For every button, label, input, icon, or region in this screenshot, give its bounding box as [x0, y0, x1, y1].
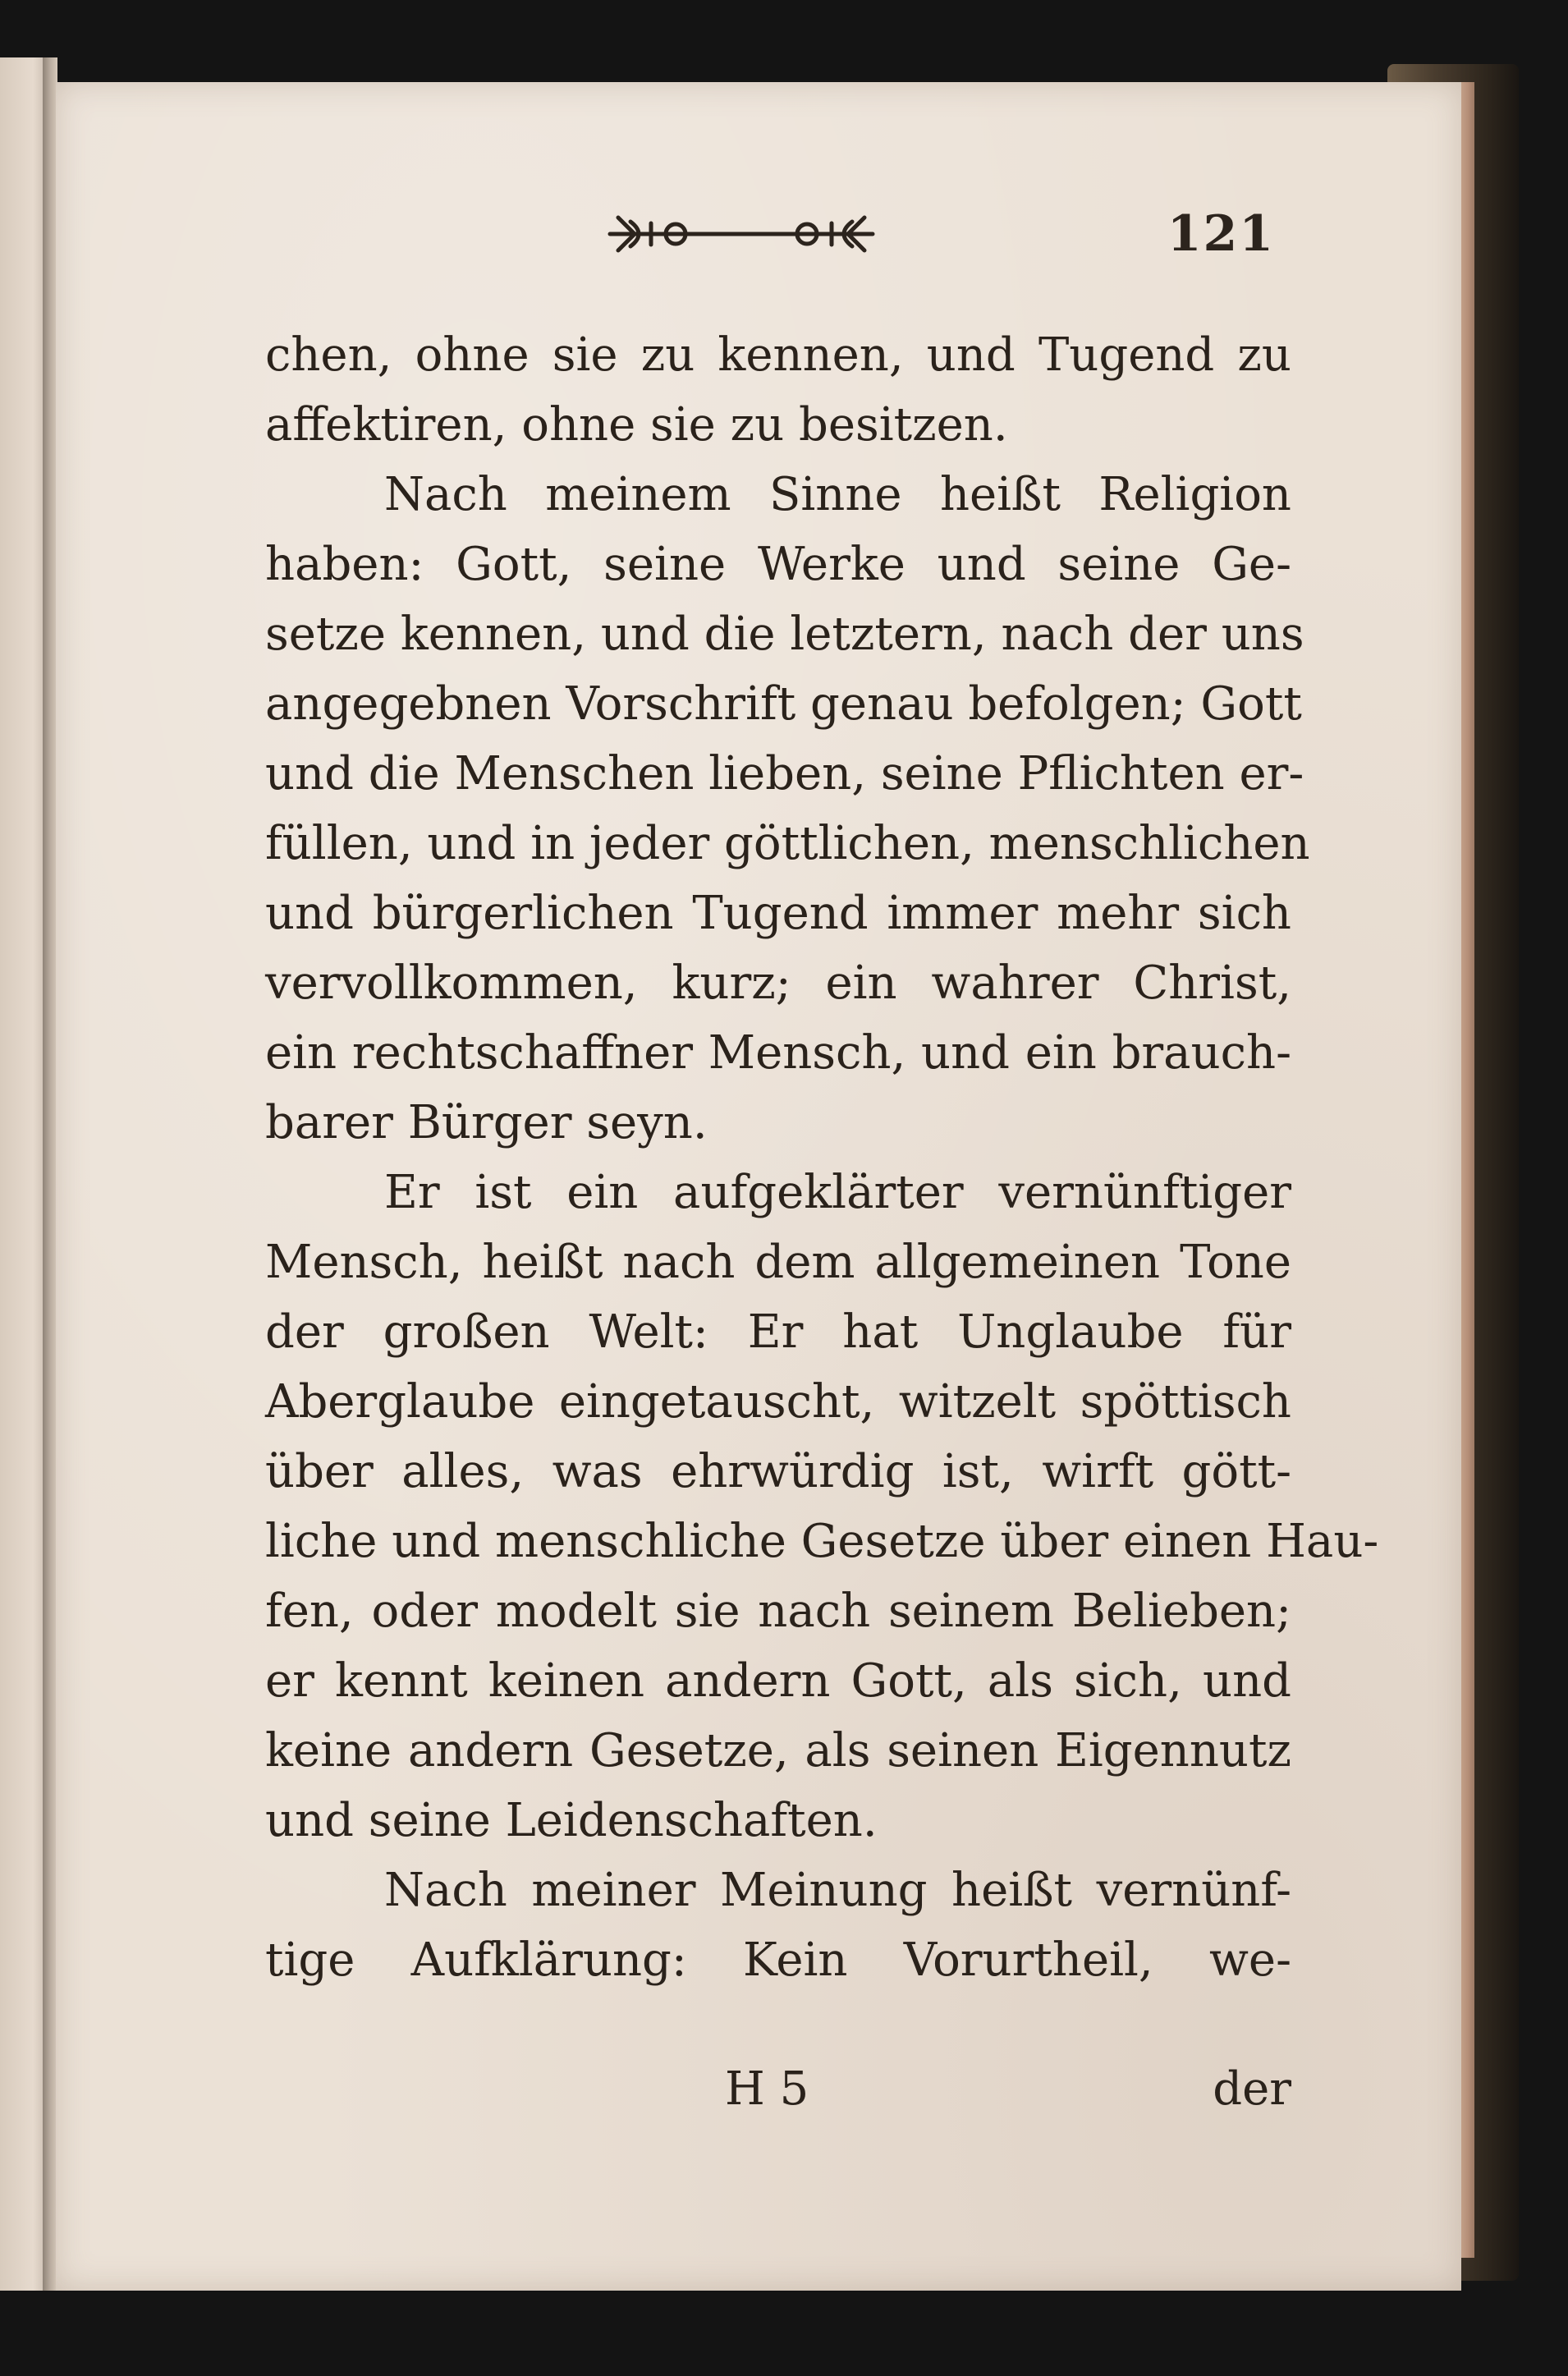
text-line: chen, ohne sie zu kennen, und Tugend zu — [265, 328, 1291, 382]
text-line: angegebnen Vorschrift genau befolgen; Gott — [265, 677, 1302, 731]
text-line: keine andern Gesetze, als seinen Eigennutz — [265, 1724, 1291, 1777]
text-line: ein rechtschaffner Mensch, und ein brauch- — [265, 1026, 1291, 1080]
text-line: Mensch, heißt nach dem allgemeinen Tone — [265, 1236, 1291, 1289]
text-line: füllen, und in jeder göttlichen, menschlichen — [265, 817, 1310, 870]
text-line: und bürgerlichen Tugend immer mehr sich — [265, 887, 1291, 940]
text-line: und die Menschen lieben, seine Pflichten er- — [265, 747, 1304, 800]
catchword: der — [1213, 2062, 1291, 2116]
header-ornament-icon — [602, 205, 881, 263]
text-line: haben: Gott, seine Werke und seine Ge- — [265, 538, 1291, 591]
text-line: Nach meiner Meinung heißt vernünf- — [384, 1864, 1291, 1917]
text-line: barer Bürger seyn. — [265, 1096, 708, 1149]
text-line: und seine Leidenschaften. — [265, 1794, 878, 1847]
text-line: liche und menschliche Gesetze über einen Hau- — [265, 1515, 1379, 1568]
text-line: über alles, was ehrwürdig ist, wirft gött- — [265, 1445, 1291, 1498]
page-number: 121 — [1167, 205, 1275, 263]
page-footer — [265, 2048, 1291, 2131]
text-line: vervollkommen, kurz; ein wahrer Christ, — [265, 956, 1291, 1010]
page-body-text — [265, 320, 1379, 1995]
signature-mark: H 5 — [725, 2062, 809, 2116]
text-line: Nach meinem Sinne heißt Religion — [384, 468, 1291, 521]
text-line: setze kennen, und die letztern, nach der uns — [265, 608, 1304, 661]
text-line: affektiren, ohne sie zu besitzen. — [265, 398, 1008, 452]
book-page — [56, 82, 1461, 2291]
text-line: der großen Welt: Er hat Unglaube für — [265, 1305, 1291, 1359]
text-line: er kennt keinen andern Gott, als sich, und — [265, 1654, 1291, 1708]
text-line: tige Aufklärung: Kein Vorurtheil, we- — [265, 1933, 1291, 1987]
text-line: fen, oder modelt sie nach seinem Belieben; — [265, 1585, 1291, 1638]
page-header — [56, 197, 1461, 271]
text-line: Er ist ein aufgeklärter vernünftiger — [384, 1166, 1291, 1219]
previous-page-edge — [0, 57, 48, 2291]
text-line: Aberglaube eingetauscht, witzelt spöttisch — [265, 1375, 1291, 1429]
